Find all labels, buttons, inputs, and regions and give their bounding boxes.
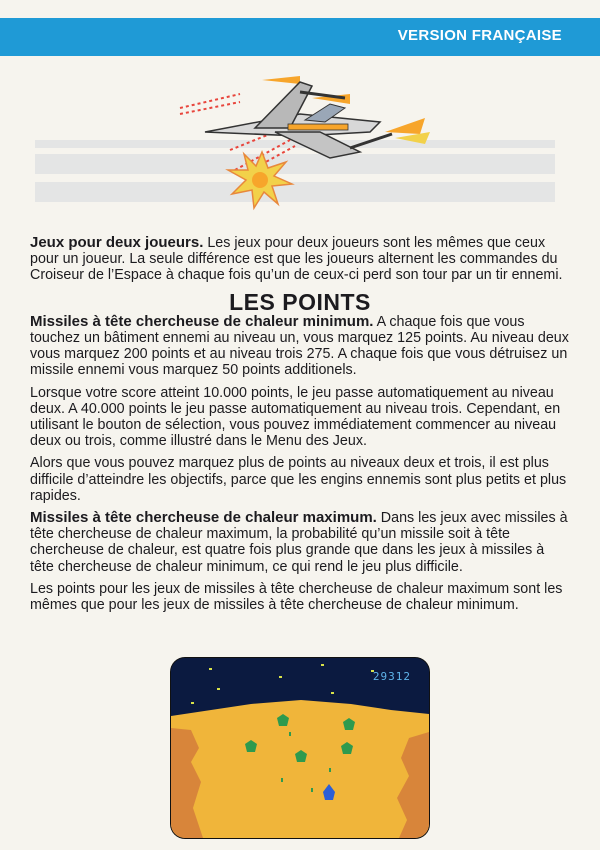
difficulty-paragraph: Alors que vous pouvez marquez plus de points au niveaux deux et trois, il est plus difficile d’atteindre les objectifs, parce que les engins ennemis sont plus petits et plus rapides.: [30, 455, 567, 504]
game-screen-image: [171, 658, 429, 838]
game-scene: [171, 658, 429, 838]
space-cruiser-illustration: [0, 70, 600, 230]
min-missiles-paragraph: [30, 314, 570, 379]
max-points-paragraph: Les points pour les jeux de missiles à tête chercheuse de chaleur maximum sont les mêmes que pour les jeux de missiles à tête chercheuse de chaleur minimum.: [30, 580, 563, 614]
header-banner: [0, 18, 600, 56]
two-player-paragraph: [30, 235, 570, 284]
max-missiles-paragraph: [30, 510, 570, 575]
faded-background-graphic: [35, 140, 555, 202]
min-missiles-heading: Missiles à tête chercheuse de chaleur minimum.: [30, 312, 374, 330]
levels-paragraph: Lorsque votre score atteint 10.000 points, le jeu passe automatiquement au niveau deux. A 40.000 points le jeu passe automatiquement au niveau trois. Cependant, en utilisant le bouton de sélection, vous pouvez immédiatement commencer au niveau deux ou trois, comme illustré dans le Menu des Jeux.: [30, 384, 561, 450]
max-missiles-text: Dans les jeux avec missiles à tête chercheuse de chaleur maximum, la probabilité qu’un missile soit à tête chercheuse de chaleur, est quatre fois plus grande que dans les jeux à missiles à tête chercheuse de chaleur minimum, ce qui rend le jeu plus difficile.: [30, 510, 568, 575]
section-title: LES POINTS: [229, 288, 371, 315]
min-missiles-text: A chaque fois que vous touchez un bâtiment ennemi au niveau un, vous marquez 125 points. Au niveau deux vous marquez 200 points et au niveau trois 275. A chaque fois que vous détruisez un missile ennemi vous marquez 50 points additionels.: [30, 313, 569, 379]
language-label: VERSION FRANÇAISE: [397, 27, 562, 44]
max-missiles-heading: Missiles à tête chercheuse de chaleur maximum.: [30, 509, 377, 527]
two-player-text: Les jeux pour deux joueurs sont les mêmes que ceux pour un joueur. La seule différence est que les joueurs alternent les commandes du Croiseur de l’Espace à chaque fois qu’un de ceux-ci perd son tour par un tir ennemi.: [30, 235, 563, 284]
game-score: 29312: [372, 670, 411, 683]
manual-content: [30, 235, 570, 619]
two-player-heading: Jeux pour deux joueurs.: [30, 234, 204, 251]
